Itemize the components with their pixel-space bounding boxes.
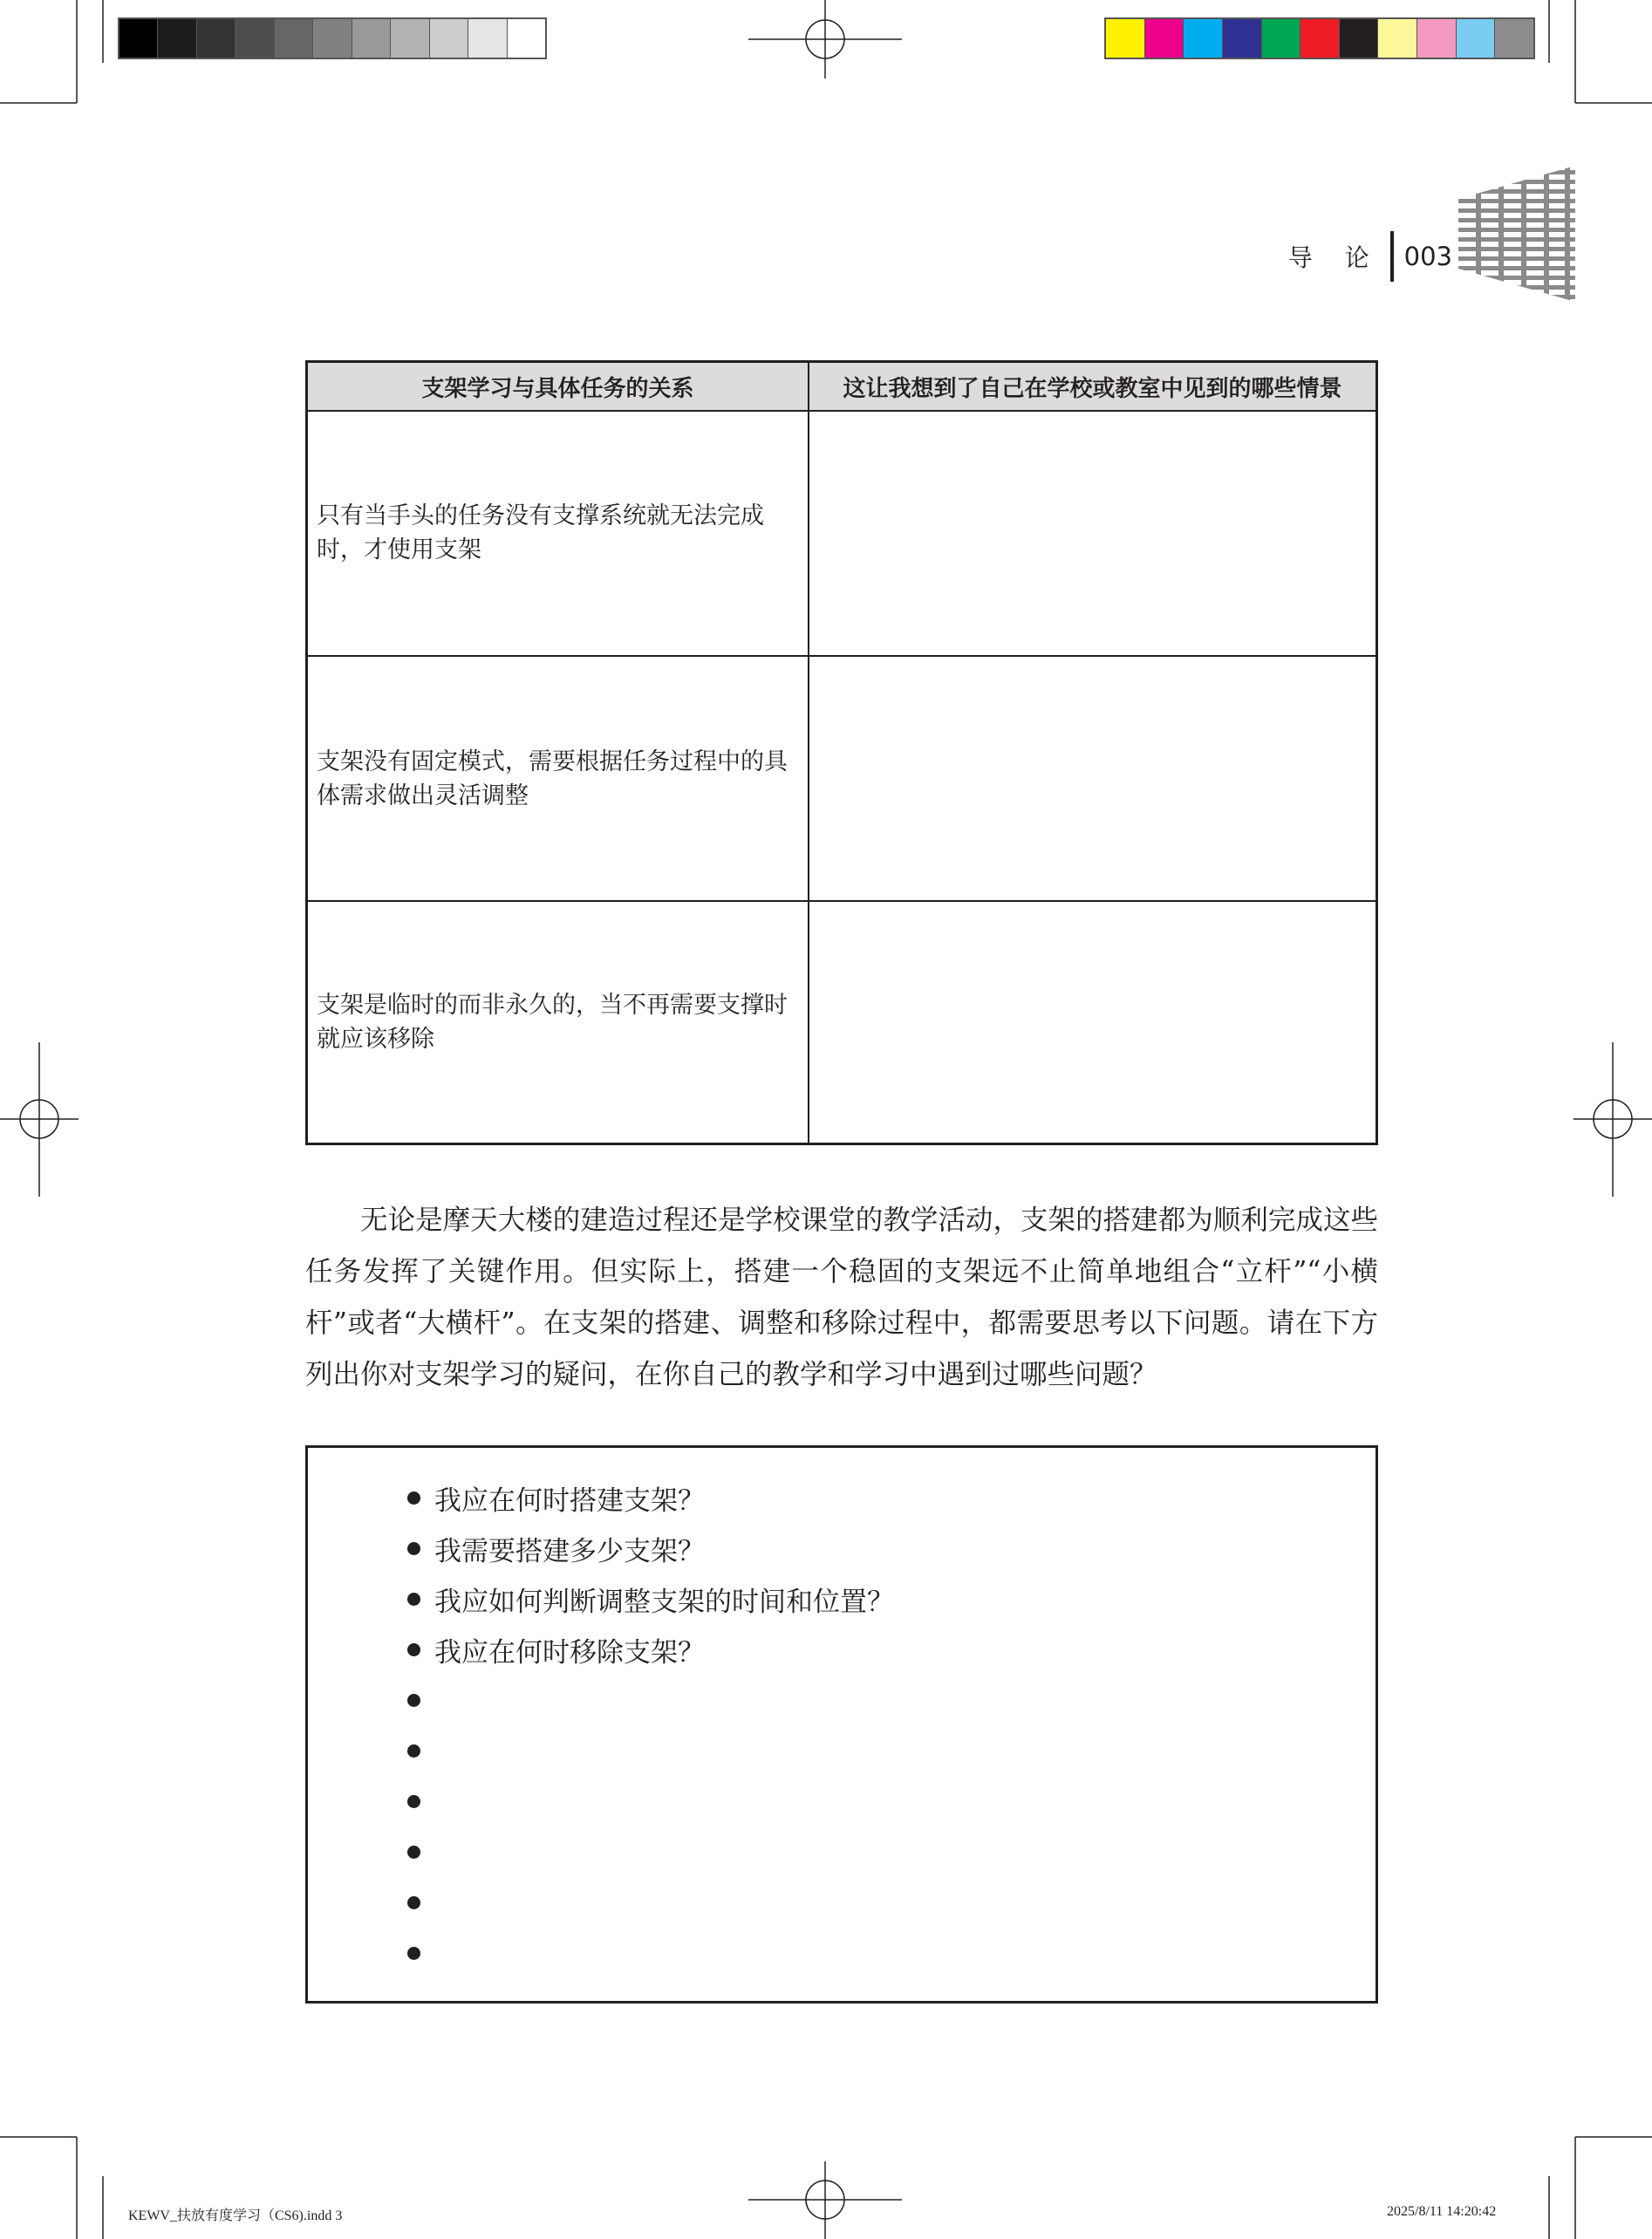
bullet-icon	[407, 1694, 420, 1707]
reflection-cell[interactable]	[809, 902, 1376, 1143]
bullet-icon	[407, 1947, 420, 1960]
gray-swatch	[508, 19, 545, 58]
questions-list	[407, 1472, 894, 1978]
list-item[interactable]	[407, 1776, 894, 1826]
color-swatch	[1495, 19, 1533, 58]
color-swatch	[1340, 19, 1379, 58]
color-swatch	[1457, 19, 1496, 58]
list-item	[407, 1573, 894, 1624]
relation-cell	[308, 410, 809, 655]
question-text: 我应如何判断调整支架的时间和位置？	[434, 1586, 894, 1618]
relation-text: 支架是临时的而非永久的，当不再需要支撑时就应该移除	[317, 992, 788, 1053]
gray-swatch	[158, 19, 196, 58]
color-swatch	[1223, 19, 1262, 58]
table-row	[308, 410, 1376, 655]
reflection-cell[interactable]	[809, 410, 1376, 655]
bullet-icon	[407, 1846, 420, 1859]
color-swatch	[1106, 19, 1145, 58]
list-item[interactable]	[407, 1675, 894, 1725]
grayscale-calibration-bar	[118, 17, 547, 59]
gray-swatch	[119, 19, 158, 58]
table-row	[308, 900, 1376, 1143]
relation-table	[305, 360, 1378, 1145]
header-decoration-graphic	[1458, 166, 1575, 302]
relation-text: 只有当手头的任务没有支撑系统就无法完成时，才使用支架	[317, 502, 764, 563]
bullet-icon	[407, 1795, 420, 1808]
header-divider	[1390, 231, 1394, 282]
gray-swatch	[391, 19, 429, 58]
gray-swatch	[275, 19, 313, 58]
page-number: 003	[1403, 242, 1452, 271]
color-swatch	[1145, 19, 1184, 58]
table-header-row	[308, 363, 1376, 412]
reflection-cell[interactable]	[809, 657, 1376, 900]
timestamp-slug: 2025/8/11 14:20:42	[1387, 2204, 1497, 2219]
question-text: 我应在何时移除支架？	[434, 1636, 705, 1669]
running-header	[1288, 231, 1452, 282]
relation-cell	[308, 657, 809, 900]
list-item	[407, 1472, 894, 1523]
color-swatch	[1262, 19, 1301, 58]
color-swatch	[1300, 19, 1340, 58]
section-title: 导 论	[1287, 243, 1382, 272]
list-item[interactable]	[407, 1928, 894, 1978]
bullet-icon	[407, 1492, 420, 1505]
relation-text: 支架没有固定模式，需要根据任务过程中的具体需求做出灵活调整	[317, 747, 788, 809]
color-swatch	[1417, 19, 1457, 58]
gray-swatch	[313, 19, 352, 58]
gray-swatch	[430, 19, 468, 58]
list-item[interactable]	[407, 1725, 894, 1776]
list-item	[407, 1523, 894, 1573]
color-swatch	[1378, 19, 1417, 58]
file-slug: KEWV_扶放有度学习（CS6).indd 3	[128, 2208, 343, 2223]
table-row	[308, 655, 1376, 900]
bullet-icon	[407, 1744, 420, 1758]
body-paragraph: 无论是摩天大楼的建造过程还是学校课堂的教学活动，支架的搭建都为顺利完成这些任务发挥了关键作用。但实际上，搭建一个稳固的支架远不止简单地组合“立杆”“小横杆”或者“大横杆”。在支架的搭建、调整和移除过程中，都需要思考以下问题。请在下方列出你对支架学习的疑问，在你自己的教学和学习中遇到过哪些问题？	[305, 1205, 1378, 1390]
bullet-icon	[407, 1643, 420, 1656]
bullet-icon	[407, 1896, 420, 1909]
relation-cell	[308, 902, 809, 1143]
list-item	[407, 1624, 894, 1675]
question-text: 我需要搭建多少支架？	[434, 1535, 705, 1567]
gray-swatch	[197, 19, 236, 58]
list-item[interactable]	[407, 1826, 894, 1877]
bullet-icon	[407, 1593, 420, 1606]
questions-box	[305, 1445, 1378, 2003]
table-header-relation: 支架学习与具体任务的关系	[308, 363, 809, 410]
color-swatch	[1184, 19, 1223, 58]
question-text: 我应在何时搭建支架？	[434, 1485, 705, 1517]
bullet-icon	[407, 1542, 420, 1555]
gray-swatch	[468, 19, 507, 58]
table-header-reflection: 这让我想到了自己在学校或教室中见到的哪些情景	[843, 375, 1342, 402]
list-item[interactable]	[407, 1877, 894, 1928]
color-calibration-bar	[1104, 17, 1535, 59]
gray-swatch	[352, 19, 391, 58]
gray-swatch	[236, 19, 274, 58]
